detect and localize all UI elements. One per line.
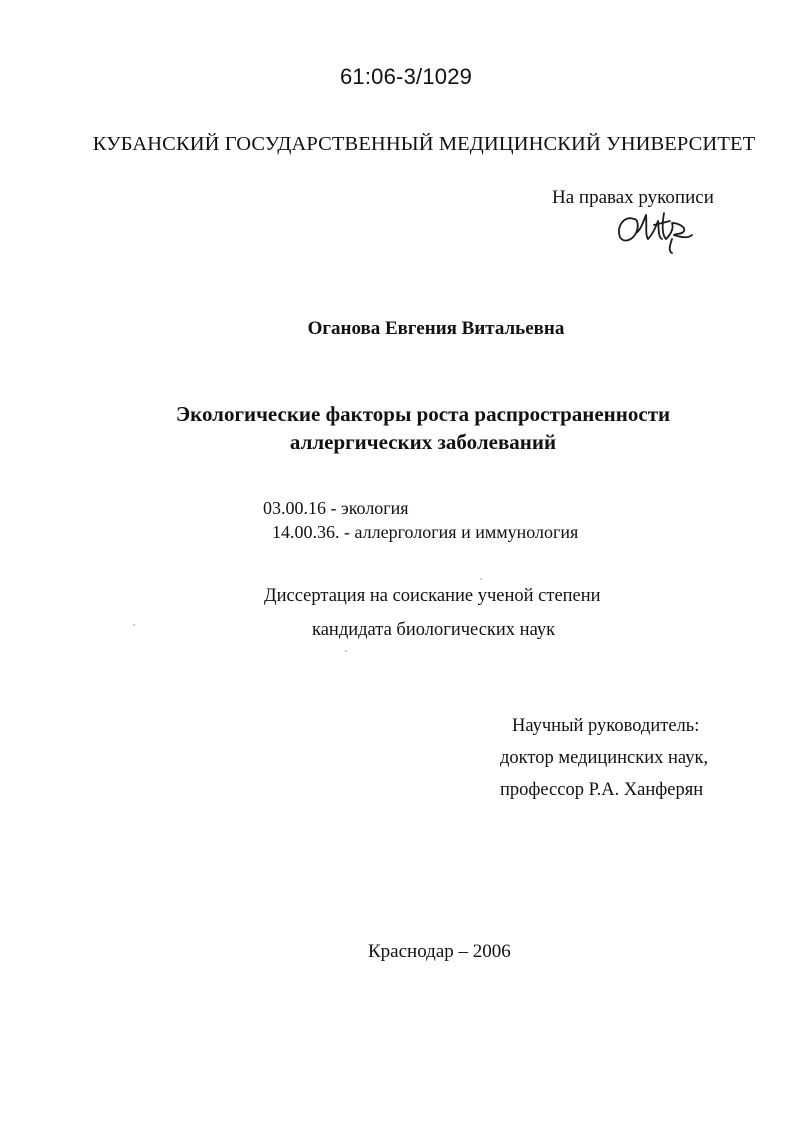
university-name: КУБАНСКИЙ ГОСУДАРСТВЕННЫЙ МЕДИЦИНСКИЙ УНИВЕРСИТЕТ xyxy=(92,133,756,155)
title-line-1: Экологические факторы роста распространенности xyxy=(175,402,671,426)
dissertation-type: Диссертация на соискание ученой степени xyxy=(264,586,601,606)
archive-code: 61:06-3/1029 xyxy=(340,64,473,89)
specialty-allergology: 14.00.36. - аллергология и иммунология xyxy=(272,522,579,542)
scan-speck xyxy=(480,578,482,580)
supervisor-role: Научный руководитель: xyxy=(512,716,700,736)
academic-degree: кандидата биологических наук xyxy=(312,620,556,640)
signature-icon xyxy=(612,205,702,255)
author-name: Оганова Евгения Витальевна xyxy=(307,318,565,339)
place-year: Краснодар – 2006 xyxy=(368,941,511,962)
specialty-ecology: 03.00.16 - экология xyxy=(263,498,409,518)
supervisor-degree: доктор медицинских наук, xyxy=(500,748,709,768)
scan-speck xyxy=(133,624,135,626)
scan-speck xyxy=(345,650,347,652)
supervisor-name: профессор Р.А. Ханферян xyxy=(500,780,704,800)
dissertation-title xyxy=(0,400,800,456)
title-line-2: аллергических заболеваний xyxy=(289,430,557,454)
manuscript-note: На правах рукописи xyxy=(552,187,714,208)
